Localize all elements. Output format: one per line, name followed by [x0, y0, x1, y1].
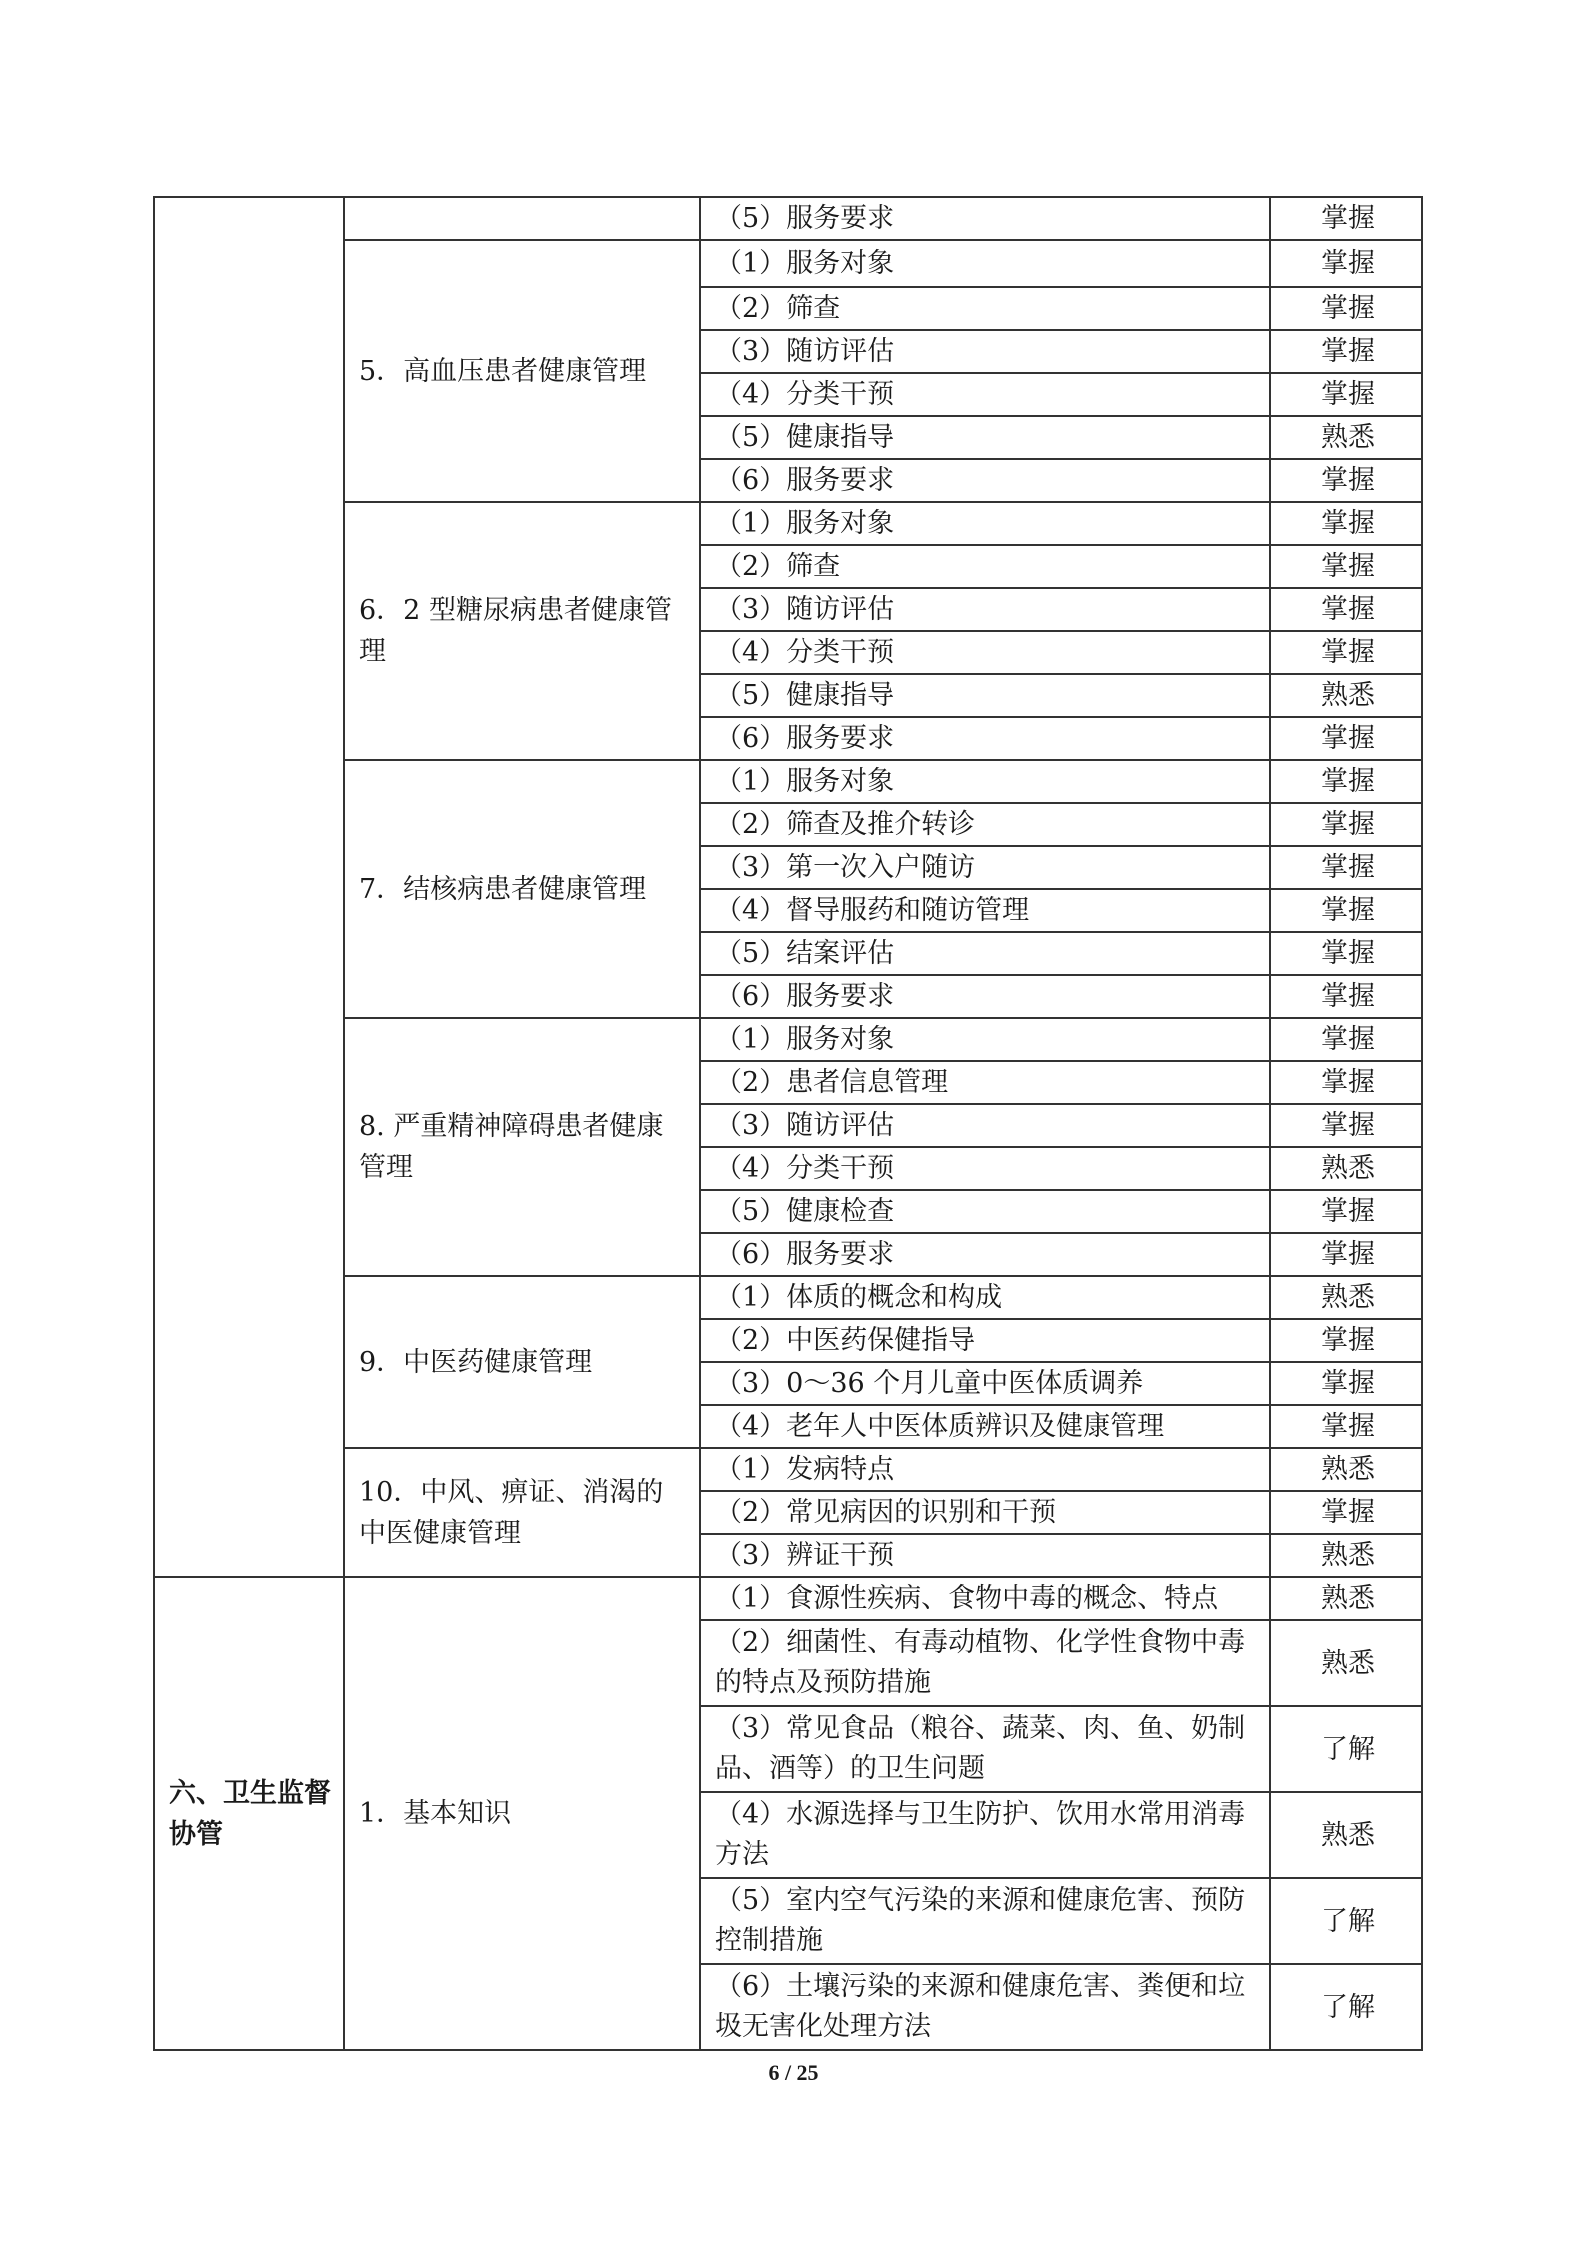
requirement-level-cell: 了解	[1270, 1706, 1422, 1792]
table-row	[154, 1577, 1422, 1620]
content-item-cell: （2）筛查及推介转诊	[700, 803, 1270, 846]
content-item-cell: （4）督导服药和随访管理	[700, 889, 1270, 932]
content-item-cell: （3）随访评估	[700, 330, 1270, 373]
requirement-level-cell: 掌握	[1270, 1405, 1422, 1448]
requirement-level-cell: 掌握	[1270, 846, 1422, 889]
requirement-level-cell: 掌握	[1270, 459, 1422, 502]
content-item-cell: （3）第一次入户随访	[700, 846, 1270, 889]
content-item-cell: （1）服务对象	[700, 760, 1270, 803]
content-item-cell: （5）室内空气污染的来源和健康危害、预防控制措施	[700, 1878, 1270, 1964]
topic-cell	[344, 197, 700, 240]
requirement-level-cell: 掌握	[1270, 287, 1422, 330]
requirement-level-cell: 掌握	[1270, 1362, 1422, 1405]
page-number: 6 / 25	[768, 2060, 819, 2085]
requirement-level-cell: 掌握	[1270, 1061, 1422, 1104]
requirement-level-cell: 熟悉	[1270, 1620, 1422, 1706]
syllabus-table-body	[154, 197, 1422, 2050]
content-item-cell: （2）常见病因的识别和干预	[700, 1491, 1270, 1534]
table-row	[154, 760, 1422, 803]
requirement-level-cell: 掌握	[1270, 631, 1422, 674]
requirement-level-cell: 了解	[1270, 1878, 1422, 1964]
requirement-level-cell: 掌握	[1270, 588, 1422, 631]
content-item-cell: （2）患者信息管理	[700, 1061, 1270, 1104]
requirement-level-cell: 掌握	[1270, 803, 1422, 846]
requirement-level-cell: 掌握	[1270, 373, 1422, 416]
requirement-level-cell: 熟悉	[1270, 1276, 1422, 1319]
content-item-cell: （1）体质的概念和构成	[700, 1276, 1270, 1319]
syllabus-table	[153, 196, 1423, 2051]
section-cell	[154, 197, 344, 1577]
content-item-cell: （4）分类干预	[700, 1147, 1270, 1190]
requirement-level-cell: 熟悉	[1270, 1792, 1422, 1878]
requirement-level-cell: 掌握	[1270, 330, 1422, 373]
content-item-cell: （2）筛查	[700, 545, 1270, 588]
table-row	[154, 1448, 1422, 1491]
content-item-cell: （4）水源选择与卫生防护、饮用水常用消毒方法	[700, 1792, 1270, 1878]
content-item-cell: （1）服务对象	[700, 1018, 1270, 1061]
content-item-cell: （3）随访评估	[700, 588, 1270, 631]
section-cell: 六、卫生监督协管	[154, 1577, 344, 2050]
requirement-level-cell: 熟悉	[1270, 674, 1422, 717]
requirement-level-cell: 熟悉	[1270, 1534, 1422, 1577]
content-item-cell: （3）0～36 个月儿童中医体质调养	[700, 1362, 1270, 1405]
table-row	[154, 1018, 1422, 1061]
requirement-level-cell: 掌握	[1270, 1319, 1422, 1362]
content-item-cell: （4）老年人中医体质辨识及健康管理	[700, 1405, 1270, 1448]
content-item-cell: （6）服务要求	[700, 717, 1270, 760]
content-item-cell: （4）分类干预	[700, 631, 1270, 674]
requirement-level-cell: 掌握	[1270, 889, 1422, 932]
table-row	[154, 502, 1422, 545]
requirement-level-cell: 掌握	[1270, 545, 1422, 588]
content-item-cell: （5）结案评估	[700, 932, 1270, 975]
topic-cell: 10．中风、痹证、消渴的中医健康管理	[344, 1448, 700, 1577]
table-row	[154, 197, 1422, 240]
requirement-level-cell: 掌握	[1270, 1190, 1422, 1233]
content-item-cell: （6）土壤污染的来源和健康危害、粪便和垃圾无害化处理方法	[700, 1964, 1270, 2050]
requirement-level-cell: 掌握	[1270, 1018, 1422, 1061]
content-item-cell: （1）服务对象	[700, 502, 1270, 545]
requirement-level-cell: 熟悉	[1270, 1147, 1422, 1190]
content-item-cell: （3）常见食品（粮谷、蔬菜、肉、鱼、奶制品、酒等）的卫生问题	[700, 1706, 1270, 1792]
requirement-level-cell: 掌握	[1270, 197, 1422, 240]
requirement-level-cell: 掌握	[1270, 760, 1422, 803]
requirement-level-cell: 熟悉	[1270, 416, 1422, 459]
requirement-level-cell: 熟悉	[1270, 1577, 1422, 1620]
requirement-level-cell: 掌握	[1270, 1104, 1422, 1147]
content-item-cell: （5）健康指导	[700, 416, 1270, 459]
content-item-cell: （6）服务要求	[700, 459, 1270, 502]
requirement-level-cell: 掌握	[1270, 975, 1422, 1018]
requirement-level-cell: 了解	[1270, 1964, 1422, 2050]
content-item-cell: （5）健康指导	[700, 674, 1270, 717]
requirement-level-cell: 掌握	[1270, 1233, 1422, 1276]
content-item-cell: （1）食源性疾病、食物中毒的概念、特点	[700, 1577, 1270, 1620]
topic-cell: 8. 严重精神障碍患者健康管理	[344, 1018, 700, 1276]
requirement-level-cell: 掌握	[1270, 932, 1422, 975]
table-row	[154, 1276, 1422, 1319]
content-item-cell: （2）中医药保健指导	[700, 1319, 1270, 1362]
requirement-level-cell: 掌握	[1270, 1491, 1422, 1534]
topic-cell: 7．结核病患者健康管理	[344, 760, 700, 1018]
topic-cell: 9．中医药健康管理	[344, 1276, 700, 1448]
content-item-cell: （6）服务要求	[700, 975, 1270, 1018]
topic-cell: 1．基本知识	[344, 1577, 700, 2050]
requirement-level-cell: 掌握	[1270, 717, 1422, 760]
requirement-level-cell: 掌握	[1270, 502, 1422, 545]
content-item-cell: （2）筛查	[700, 287, 1270, 330]
content-item-cell: （3）辨证干预	[700, 1534, 1270, 1577]
content-item-cell: （5）健康检查	[700, 1190, 1270, 1233]
content-item-cell: （6）服务要求	[700, 1233, 1270, 1276]
topic-cell: 6．2 型糖尿病患者健康管理	[344, 502, 700, 760]
content-item-cell: （3）随访评估	[700, 1104, 1270, 1147]
requirement-level-cell: 熟悉	[1270, 1448, 1422, 1491]
content-item-cell: （1）发病特点	[700, 1448, 1270, 1491]
content-item-cell: （2）细菌性、有毒动植物、化学性食物中毒的特点及预防措施	[700, 1620, 1270, 1706]
content-item-cell: （4）分类干预	[700, 373, 1270, 416]
topic-cell: 5．高血压患者健康管理	[344, 240, 700, 502]
content-item-cell: （1）服务对象	[700, 240, 1270, 287]
requirement-level-cell: 掌握	[1270, 240, 1422, 287]
content-item-cell: （5）服务要求	[700, 197, 1270, 240]
table-row	[154, 240, 1422, 287]
